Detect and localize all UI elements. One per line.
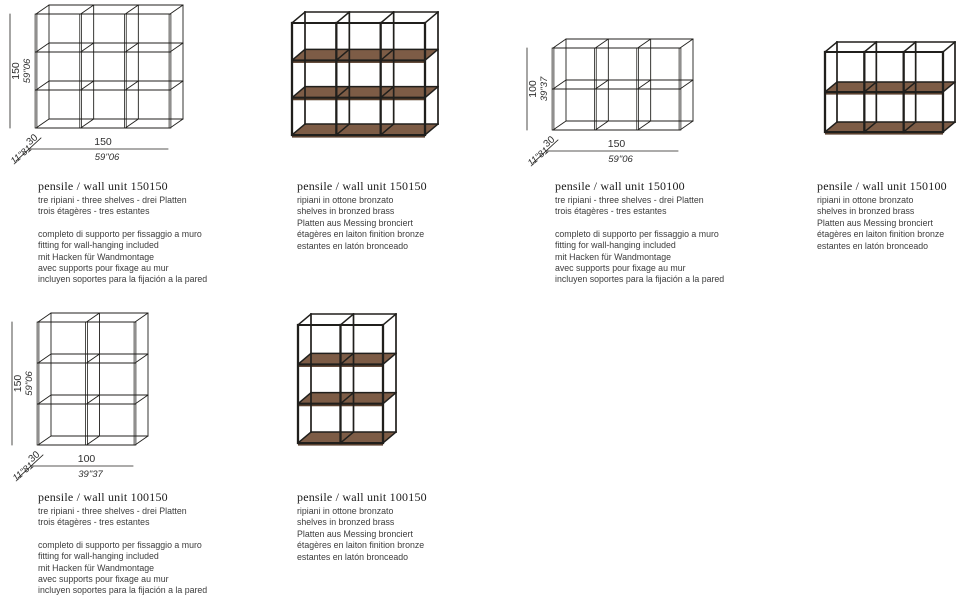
dimension-label: 150 <box>607 138 626 150</box>
product-desc-line: étagères en laiton finition bronze <box>297 540 425 551</box>
frame-line <box>298 314 311 325</box>
frame-line <box>81 81 94 90</box>
frame-line <box>336 12 349 23</box>
frame-line <box>864 42 876 52</box>
frame-line <box>36 5 49 14</box>
frame-line <box>170 119 183 128</box>
product-title: pensile / wall unit 100150 <box>297 490 427 504</box>
dimension-label: 39"37 <box>539 76 550 102</box>
fitting-note-line: completo di supporto per fissaggio a muro <box>38 228 202 239</box>
dimension-label: 39"37 <box>78 469 103 480</box>
frame-line <box>825 42 837 52</box>
dimension-label: 11"81 <box>525 145 552 169</box>
frame-line <box>87 313 100 322</box>
dimension-label: 59"06 <box>22 58 33 84</box>
frame-line <box>680 121 693 130</box>
dimension-label: 59"06 <box>94 152 120 163</box>
frame-line <box>36 119 49 128</box>
product-desc-line: trois étagères - tres estantes <box>555 206 667 217</box>
spec-block-150150-frame <box>38 180 288 286</box>
frame-line <box>904 42 916 52</box>
frame-line <box>638 39 651 48</box>
dimension-label: 11"81 <box>10 460 37 484</box>
frame-line <box>81 5 94 14</box>
frame-line <box>170 43 183 52</box>
wall-unit-100150-bronze <box>283 308 421 458</box>
wall-unit-150100-frame <box>505 15 730 175</box>
wall-unit-150100-bronze <box>805 25 962 150</box>
wall-unit-150150-frame <box>0 0 215 178</box>
frame-line <box>680 39 693 48</box>
product-title: pensile / wall unit 150150 <box>297 179 427 193</box>
fitting-note-line: mit Hacken für Wandmontage <box>555 251 672 262</box>
frame-line <box>135 395 148 404</box>
frame-line <box>595 121 608 130</box>
bronze-shelf-top <box>825 82 955 92</box>
product-desc-line: ripiani in ottone bronzato <box>297 195 394 205</box>
fitting-note-line: mit Hacken für Wandmontage <box>38 251 155 262</box>
product-desc-line: ripiani in ottone bronzato <box>297 506 394 516</box>
dimension-label: 30 <box>24 132 41 148</box>
wall-unit-100150-frame <box>0 305 205 497</box>
frame-line <box>87 354 100 363</box>
product-desc-line: estantes en latón bronceado <box>297 240 409 251</box>
dimension-label: 59"06 <box>24 371 35 396</box>
frame-line <box>81 119 94 128</box>
product-desc-line: Platten aus Messing bronciert <box>297 528 413 539</box>
spec-block-150100-bronze <box>817 180 962 252</box>
frame-line <box>36 43 49 52</box>
fitting-note-line: avec supports pour fixage au mur <box>555 263 686 274</box>
product-desc-line: estantes en latón bronceado <box>817 240 929 251</box>
fitting-note-line: fitting for wall-hanging included <box>38 240 159 251</box>
frame-line <box>87 395 100 404</box>
frame-line <box>38 313 51 322</box>
frame-line <box>381 12 394 23</box>
dimension-label: 30 <box>26 449 43 465</box>
frame-line <box>680 80 693 89</box>
product-desc-line: tre ripiani - three shelves - drei Platten <box>38 506 187 516</box>
frame-line <box>125 43 138 52</box>
dimension-label: 100 <box>527 80 539 98</box>
frame-line <box>135 313 148 322</box>
frame-line <box>943 42 955 52</box>
frame-line <box>553 39 566 48</box>
product-desc-line: Platten aus Messing bronciert <box>297 217 413 228</box>
fitting-note-line: completo di supporto per fissaggio a muro <box>38 539 202 550</box>
fitting-note-line: mit Hacken für Wandmontage <box>38 562 155 573</box>
fitting-note-line: incluyen soportes para la fijación a la pared <box>555 274 725 285</box>
frame-line <box>341 314 354 325</box>
dimension-label: 150 <box>12 374 24 393</box>
product-desc-line: tre ripiani - three shelves - drei Platten <box>38 195 187 205</box>
frame-line <box>595 39 608 48</box>
spec-block-150100-frame <box>555 180 805 286</box>
dimension-label: 11"81 <box>8 143 35 167</box>
paragraph-gap <box>38 218 288 229</box>
frame-line <box>638 121 651 130</box>
paragraph-gap <box>38 529 288 540</box>
product-desc-line: shelves in bronzed brass <box>297 517 395 528</box>
dimension-label: 150 <box>10 62 22 80</box>
paragraph-gap <box>555 218 805 229</box>
product-desc-line: étagères en laiton finition bronze <box>297 229 425 240</box>
frame-line <box>292 12 305 23</box>
product-desc-line: trois étagères - tres estantes <box>38 517 150 528</box>
fitting-note-line: completo di supporto per fissaggio a muro <box>555 228 719 239</box>
dimension-label: 30 <box>541 134 558 150</box>
fitting-note-line: incluyen soportes para la fijación a la pared <box>38 585 208 596</box>
product-desc-line: trois étagères - tres estantes <box>38 206 150 217</box>
fitting-note-line: fitting for wall-hanging included <box>555 240 676 251</box>
fitting-note-line: incluyen soportes para la fijación a la pared <box>38 274 208 285</box>
frame-line <box>170 5 183 14</box>
frame-line <box>38 354 51 363</box>
wall-unit-150150-bronze <box>280 0 458 158</box>
frame-line <box>135 436 148 445</box>
frame-line <box>87 436 100 445</box>
product-title: pensile / wall unit 150100 <box>817 179 947 193</box>
product-title: pensile / wall unit 150100 <box>555 179 685 193</box>
frame-line <box>36 81 49 90</box>
dimension-label: 59"06 <box>608 154 633 165</box>
product-title: pensile / wall unit 100150 <box>38 490 168 504</box>
frame-line <box>553 121 566 130</box>
frame-line <box>38 436 51 445</box>
dimension-label: 100 <box>77 453 96 465</box>
frame-line <box>135 354 148 363</box>
frame-line <box>125 81 138 90</box>
fitting-note-line: avec supports pour fixage au mur <box>38 263 169 274</box>
product-desc-line: étagères en laiton finition bronze <box>817 229 945 240</box>
frame-line <box>383 314 396 325</box>
product-desc-line: shelves in bronzed brass <box>817 206 915 217</box>
bronze-shelf-top <box>292 124 438 135</box>
frame-line <box>425 12 438 23</box>
spec-block-150150-bronze <box>297 180 497 252</box>
bronze-shelf-top <box>292 87 438 98</box>
product-desc-line: ripiani in ottone bronzato <box>817 195 914 205</box>
fitting-note-line: avec supports pour fixage au mur <box>38 574 169 585</box>
frame-line <box>81 43 94 52</box>
product-title: pensile / wall unit 150150 <box>38 179 168 193</box>
bronze-shelf-top <box>292 49 438 60</box>
spec-block-100150-frame <box>38 491 288 597</box>
bronze-shelf-top <box>825 122 955 132</box>
product-desc-line: tre ripiani - three shelves - drei Platten <box>555 195 704 205</box>
product-desc-line: shelves in bronzed brass <box>297 206 395 217</box>
fitting-note-line: fitting for wall-hanging included <box>38 551 159 562</box>
frame-line <box>125 119 138 128</box>
dimension-label: 150 <box>94 136 112 148</box>
spec-block-100150-bronze <box>297 491 497 563</box>
frame-line <box>38 395 51 404</box>
frame-line <box>170 81 183 90</box>
frame-line <box>595 80 608 89</box>
frame-line <box>638 80 651 89</box>
frame-line <box>125 5 138 14</box>
frame-line <box>553 80 566 89</box>
product-desc-line: Platten aus Messing bronciert <box>817 217 933 228</box>
product-desc-line: estantes en latón bronceado <box>297 551 409 562</box>
